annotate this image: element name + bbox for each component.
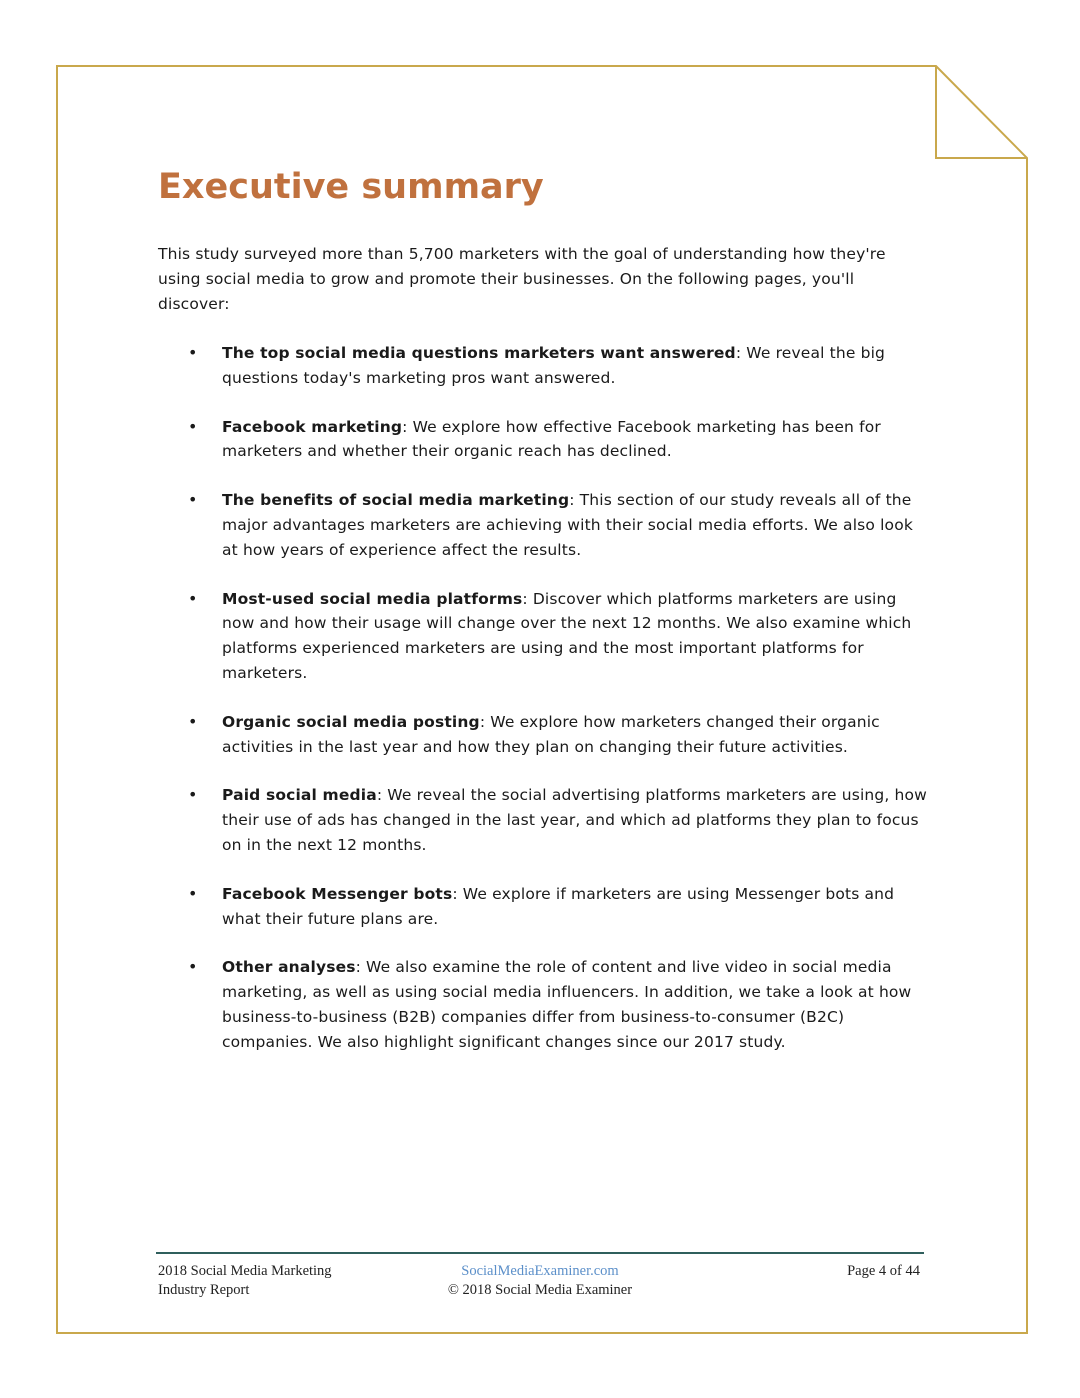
bullet-text: : We explore how marketers changed their organic activities in the last year and how they plan on changing their future activities. [222, 712, 880, 756]
bullet-heading: Most-used social media platforms [222, 589, 523, 608]
bullet-icon: • [188, 785, 198, 805]
footer-website-link[interactable]: SocialMediaExaminer.com [461, 1263, 619, 1279]
bullet-heading: The top social media questions marketers want answered [222, 344, 736, 362]
list-item [158, 415, 928, 465]
bullet-icon: • [188, 588, 198, 608]
bullet-icon: • [188, 343, 198, 362]
footer-report-line2: Industry Report [158, 1282, 250, 1298]
bullet-heading: Facebook marketing [222, 417, 403, 436]
bullet-icon: • [188, 416, 198, 436]
bullet-text: : We reveal the social advertising platforms marketers are using, how their use of ads has changed in the last year, and which ad platforms they plan to focus on in the next 12 months. [222, 786, 927, 854]
summary-list [158, 341, 928, 1055]
bullet-heading: Other analyses [222, 958, 356, 977]
footer-center [420, 1262, 660, 1300]
list-item [158, 488, 928, 562]
bullet-text: : We reveal the big questions today's marketing pros want answered. [222, 344, 886, 387]
page-content [158, 163, 928, 1079]
list-item [158, 710, 928, 760]
list-item [158, 955, 928, 1054]
footer-page-number: Page 4 of 44 [847, 1263, 920, 1279]
intro-paragraph: This study surveyed more than 5,700 marketers with the goal of understanding how they're using social media to grow and promote their businesses. On the following pages, you'll discover: [158, 245, 886, 313]
footer-divider [156, 1252, 924, 1254]
list-item [158, 587, 928, 686]
footer-report-line1: 2018 Social Media Marketing [158, 1263, 332, 1279]
bullet-icon: • [188, 490, 198, 510]
footer-copyright: © 2018 Social Media Examiner [447, 1282, 633, 1298]
bullet-heading: Facebook Messenger bots [222, 884, 453, 903]
list-item [158, 783, 928, 857]
bullet-text: : We explore how effective Facebook marketing has been for marketers and whether their organic reach has declined. [222, 417, 881, 461]
list-item [158, 882, 928, 932]
bullet-heading: Organic social media posting [222, 712, 480, 731]
bullet-heading: The benefits of social media marketing [222, 491, 570, 510]
bullet-text: : This section of our study reveals all of the major advantages marketers are achieving with their social media efforts. We also look at how years of experience affect the results. [222, 491, 913, 559]
bullet-icon: • [188, 711, 198, 731]
list-item [158, 341, 928, 391]
bullet-text: : We also examine the role of content and live video in social media marketing, as well as using social media influencers. In addition, we take a look at how business-to-business (B2B) companies differ from business-to-consumer (B2C) companies. We also highlight significant changes since our 2017 study. [222, 958, 912, 1051]
page-title: Executive summary [158, 167, 544, 207]
bullet-icon: • [188, 957, 198, 977]
bullet-heading: Paid social media [222, 786, 377, 805]
bullet-text: : Discover which platforms marketers are using now and how their usage will change over the next 12 months. We also examine which platforms experienced marketers are using and the most important platforms for marketers. [222, 589, 912, 682]
bullet-text: : We explore if marketers are using Messenger bots and what their future plans are. [222, 884, 895, 928]
footer-report-title [158, 1262, 418, 1300]
bullet-icon: • [188, 883, 198, 903]
